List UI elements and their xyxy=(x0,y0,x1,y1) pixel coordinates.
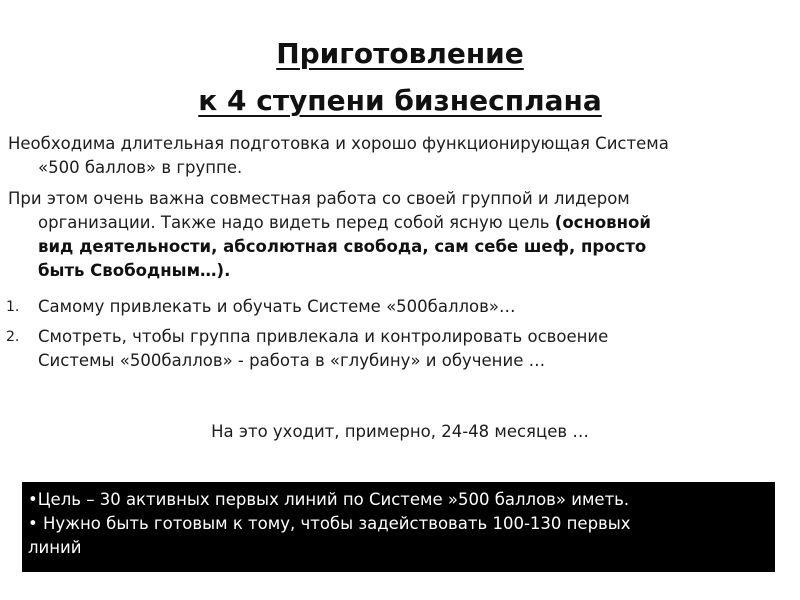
title-line-1: Приготовление xyxy=(276,37,524,70)
title-line-2: к 4 ступени бизнесплана xyxy=(198,84,602,117)
paragraph-2-line-2 xyxy=(8,211,788,235)
paragraph-preparation xyxy=(8,132,788,180)
goal-line-1: •Цель – 30 активных первых линий по Системе »500 баллов» иметь. xyxy=(28,490,630,509)
goal-line-3: линий xyxy=(28,538,82,557)
list-item-line-2: Системы «500баллов» - работа в «глубину» и обучение … xyxy=(38,351,546,370)
paragraph-2-line-2-normal: организации. Также надо видеть перед собой ясную цель xyxy=(38,213,555,232)
list-item-line-1: Самому привлекать и обучать Системе «500баллов»… xyxy=(38,297,516,316)
paragraph-2-line-4 xyxy=(8,259,788,283)
slide-title xyxy=(0,30,800,124)
goal-box xyxy=(22,482,775,572)
paragraph-teamwork xyxy=(8,187,788,283)
list-item xyxy=(0,325,790,373)
list-item xyxy=(0,295,790,319)
paragraph-1-line-1: Необходима длительная подготовка и хорошо функционирующая Система xyxy=(8,134,669,153)
goal-line-2: • Нужно быть готовым к тому, чтобы задействовать 100-130 первых xyxy=(28,514,631,533)
list-item-line-1: Смотреть, чтобы группа привлекала и контролировать освоение xyxy=(38,327,609,346)
paragraph-2-line-3 xyxy=(8,235,788,259)
duration-note: На это уходит, примерно, 24-48 месяцев … xyxy=(211,422,589,441)
list-item-number: 1. xyxy=(6,299,20,315)
paragraph-2-line-3-bold: вид деятельности, абсолютная свобода, сам себе шеф, просто xyxy=(38,237,647,256)
paragraph-2-line-4-bold: быть Свободным…). xyxy=(38,261,231,280)
paragraph-2-line-1: При этом очень важна совместная работа со своей группой и лидером xyxy=(8,189,630,208)
paragraph-2-line-2-bold: (основной xyxy=(554,213,651,232)
paragraph-1-line-2: «500 баллов» в группе. xyxy=(38,158,243,177)
list-item-number: 2. xyxy=(6,329,20,345)
numbered-list xyxy=(0,295,790,379)
